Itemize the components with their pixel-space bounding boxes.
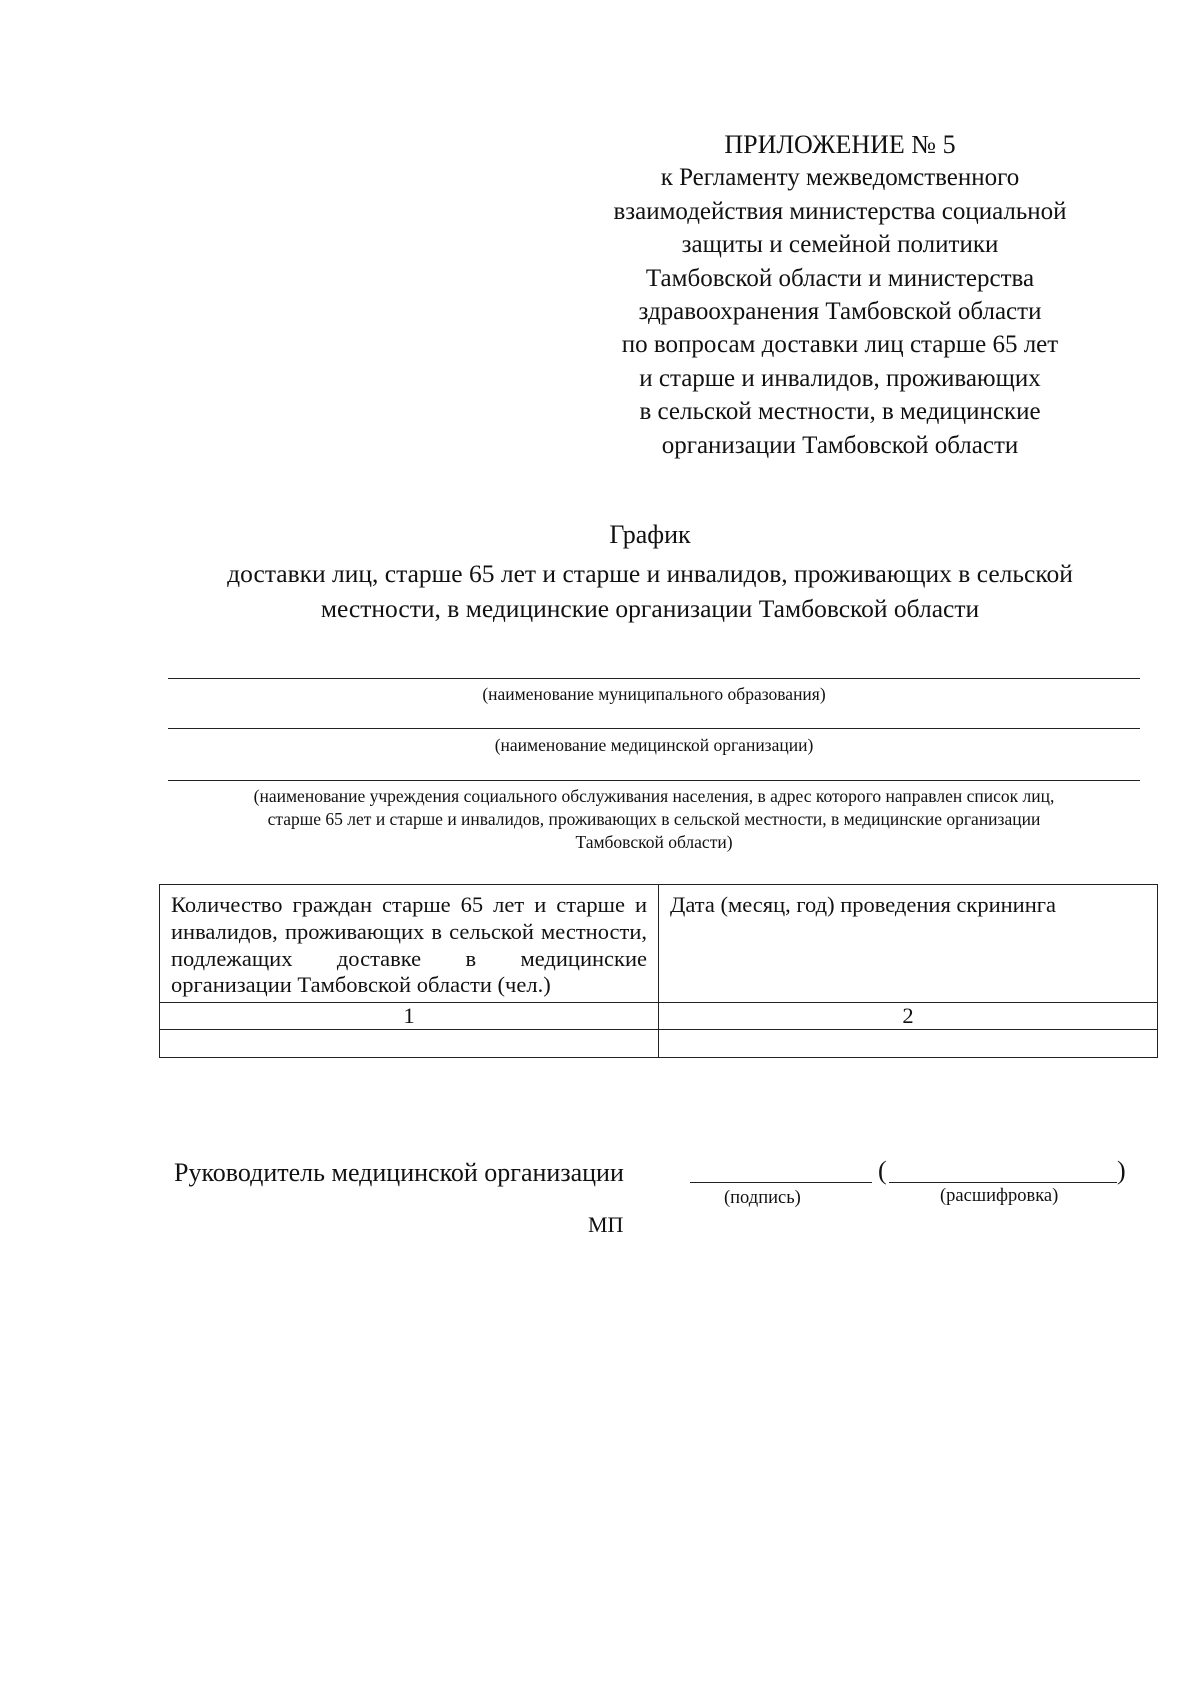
column-number-2: 2 [659,1003,1158,1030]
medical-org-fill-line[interactable] [168,728,1140,729]
screening-date-cell[interactable] [659,1030,1158,1058]
header-screening-date: Дата (месяц, год) проведения скрининга [659,885,1158,1003]
appendix-line: к Регламенту межведомственного [660,164,1020,192]
appendix-title: ПРИЛОЖЕНИЕ № 5 [724,130,956,159]
appendix-line: и старше и инвалидов, проживающих [639,364,1041,392]
caption-line: (наименование учреждения социального обслуживания населения, в адрес которого направлен список лиц, [253,786,1055,806]
appendix-line: организации Тамбовской области [661,431,1019,459]
municipality-caption: (наименование муниципального образования) [482,684,826,704]
appendix-line: взаимодействия министерства социальной [613,197,1067,225]
schedule-subtitle-line: доставки лиц, старше 65 лет и старше и инвалидов, проживающих в сельской [227,559,1073,588]
social-institution-caption [168,785,1140,854]
appendix-line: по вопросам доставки лиц старше 65 лет [621,331,1059,359]
appendix-line: здравоохранения Тамбовской области [638,298,1042,326]
medical-org-caption: (наименование медицинской организации) [494,735,814,755]
signature-label: Руководитель медицинской организации [174,1158,624,1187]
seal-mark: МП [588,1212,624,1237]
caption-line: старше 65 лет и старше и инвалидов, проживающих в сельской местности, в медицинские организации [267,809,1041,829]
table-number-row [160,1003,1158,1030]
signature-caption: (подпись) [724,1188,801,1208]
table-row [160,1030,1158,1058]
appendix-header [560,128,1120,462]
column-number-1: 1 [160,1003,659,1030]
municipality-fill-line[interactable] [168,678,1140,679]
header-citizen-count: Количество граждан старше 65 лет и старше и инвалидов, проживающих в сельской местности, подлежащих доставке в медицинские организации Тамбовской области (чел.) [160,885,659,1003]
table-header-row [160,885,1158,1003]
schedule-title: График [609,520,691,549]
appendix-line: в сельской местности, в медицинские [639,398,1041,426]
open-paren: ( [878,1156,887,1185]
appendix-line: защиты и семейной политики [681,231,999,259]
schedule-table [159,884,1158,1058]
close-paren: ) [1117,1156,1126,1185]
appendix-line: Тамбовской области и министерства [645,264,1035,292]
signature-line[interactable] [690,1182,872,1183]
caption-line: Тамбовской области) [575,832,733,852]
decoding-line[interactable] [889,1182,1117,1183]
schedule-subtitle [170,556,1130,626]
decoding-caption: (расшифровка) [940,1186,1059,1206]
citizen-count-cell[interactable] [160,1030,659,1058]
social-institution-fill-line[interactable] [168,780,1140,781]
schedule-subtitle-line: местности, в медицинские организации Тамбовской области [320,594,980,623]
